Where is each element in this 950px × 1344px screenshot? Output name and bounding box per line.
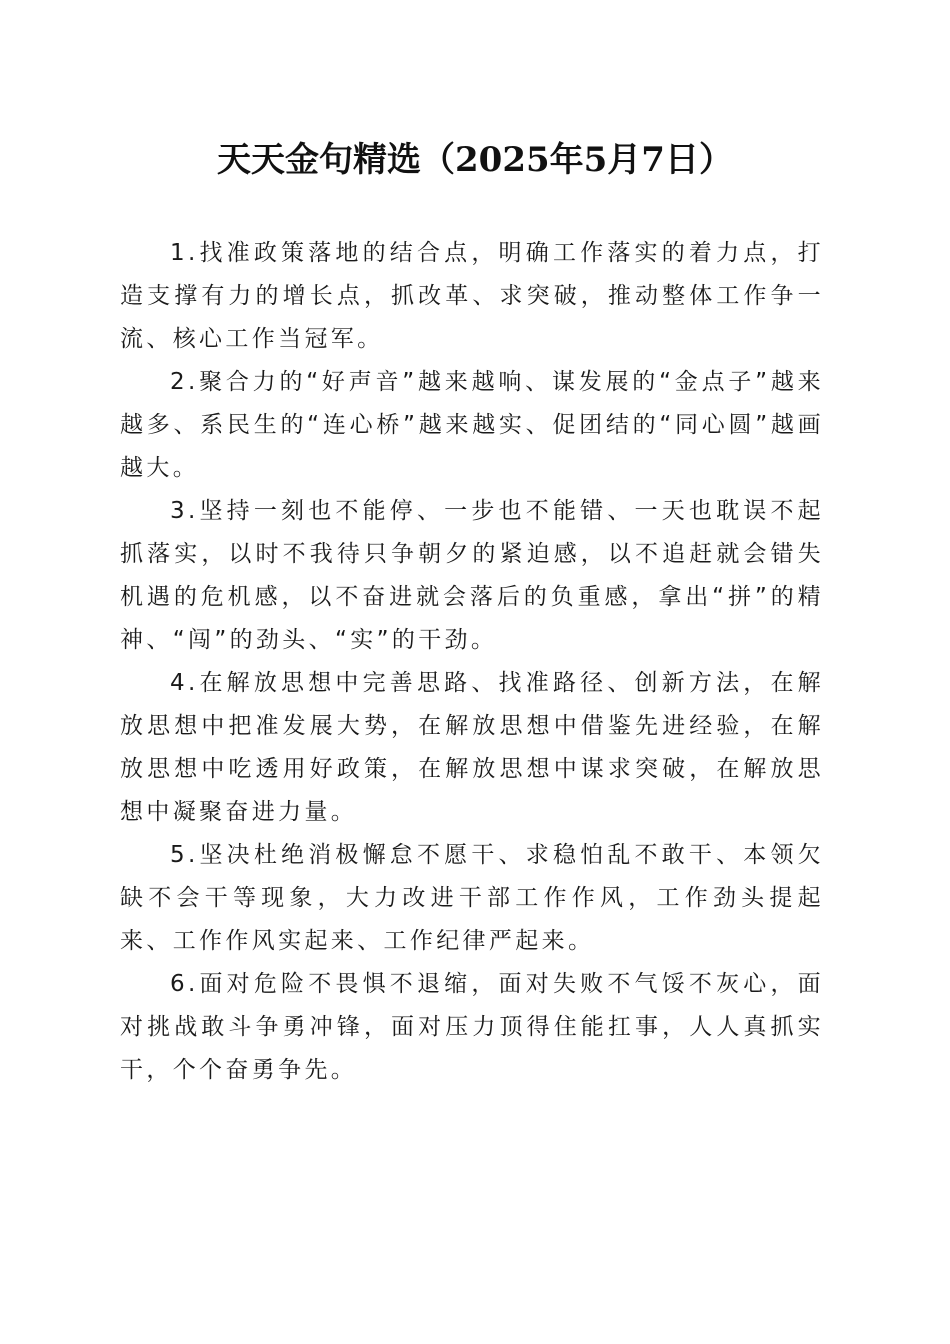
paragraph-3: 3.坚持一刻也不能停、一步也不能错、一天也耽误不起抓落实，以时不我待只争朝夕的紧迫感，以不追赶就会错失机遇的危机感，以不奋进就会落后的负重感，拿出“拼”的精神、“闯”的劲头、“实”的干劲。 — [120, 498, 824, 653]
paragraph-5: 5.坚决杜绝消极懈怠不愿干、求稳怕乱不敢干、本领欠缺不会干等现象，大力改进干部工作作风，工作劲头提起来、工作作风实起来、工作纪律严起来。 — [120, 842, 824, 954]
document-title: 天天金句精选（2025年5月7日） — [217, 140, 733, 180]
paragraph-4: 4.在解放思想中完善思路、找准路径、创新方法，在解放思想中把准发展大势，在解放思想中借鉴先进经验，在解放思想中吃透用好政策，在解放思想中谋求突破，在解放思想中凝聚奋进力量。 — [120, 670, 824, 825]
paragraph-6: 6.面对危险不畏惧不退缩，面对失败不气馁不灰心，面对挑战敢斗争勇冲锋，面对压力顶得住能扛事，人人真抓实干，个个奋勇争先。 — [120, 971, 824, 1083]
paragraph-1: 1.找准政策落地的结合点，明确工作落实的着力点，打造支撑有力的增长点，抓改革、求突破，推动整体工作争一流、核心工作当冠军。 — [120, 240, 824, 352]
paragraph-2: 2.聚合力的“好声音”越来越响、谋发展的“金点子”越来越多、系民生的“连心桥”越来越实、促团结的“同心圆”越画越大。 — [120, 369, 824, 481]
document-body — [120, 232, 824, 1092]
